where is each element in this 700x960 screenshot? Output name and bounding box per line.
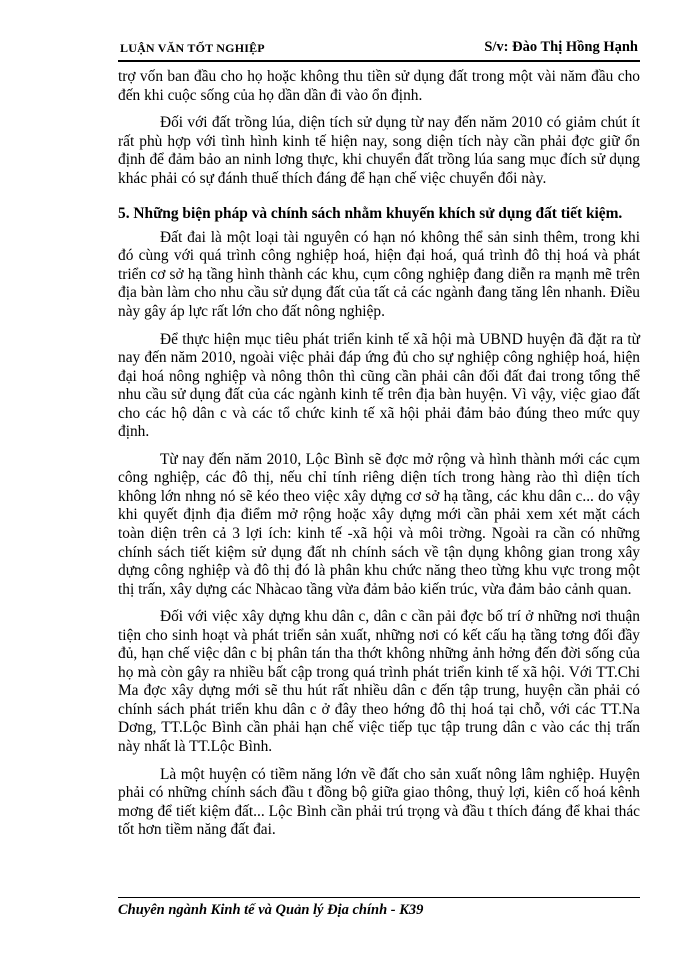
paragraph-3: Đất đai là một loại tài nguyên có hạn nó không thể sản sinh thêm, trong khi đó cùng với quá trình công nghiệp hoá, hiện đại hoá, quá trình đô thị hoá và phát triển cơ sở hạ tầng hình thành các khu, cụm công nghiệp đang diễn ra mạnh mẽ trên địa bàn làm cho nhu cầu sử dụng đất của tất cả các ngành đang tăng lên nhanh. Điều này gây áp lực rất lớn cho đất nông nghiệp. — [118, 228, 640, 320]
paragraph-1: trợ vốn ban đầu cho họ hoặc không thu tiền sử dụng đất trong một vài năm đầu cho đến khi cuộc sống của họ dần dần đi vào ổn định. — [118, 68, 640, 104]
paragraph-7: Là một huyện có tiềm năng lớn về đất cho sản xuất nông lâm nghiệp. Huyện phải có những chính sách đầu t đồng bộ giữa giao thông, thuỷ lợi, kiên cố hoá kênh mơng để tiết kiệm đất... Lộc Bình cần phải trú trọng và đầu t thích đáng để khai thác tốt hơn tiềm năng đất đai. — [118, 765, 640, 839]
paragraph-6: Đối với việc xây dựng khu dân c, dân c cần pải đợc bố trí ở những nơi thuận tiện cho sinh hoạt và phát triển sản xuất, những nơi có kết cấu hạ tầng tơng đối đầy đủ, hạn chế việc dân c bị phân tán tha thớt không những ảnh hởng đến đời sống của họ mà còn gây ra nhiều bất cập trong quá trình phát triển kinh tế xã hội. Với TT.Chi Ma đợc xây dựng mới sẽ thu hút rất nhiều dân c đến tập trung, huyện cần phải có chính sách phát triển khu dân c ở đây theo hớng đô thị hoá tại chỗ, với các TT.Na Dơng, TT.Lộc Bình cần phải hạn chế việc tiếp tục tập trung dân c vào các thị trấn này nhất là TT.Lộc Bình. — [118, 608, 640, 755]
paragraph-4: Để thực hiện mục tiêu phát triển kinh tế xã hội mà UBND huyện đã đặt ra từ nay đến năm 2010, ngoài việc phải đáp ứng đủ cho sự nghiệp công nghiệp hoá, hiện đại hoá nông nghiệp và nông thôn thì cũng cần phải cân đối đất đai trong tổng thể nhu cầu sử dụng đất của các ngành kinh tế trên địa bàn huyện. Vì vậy, việc giao đất cho các hộ dân c và các tổ chức kinh tế xã hội phải đảm bảo đúng theo mức quy định. — [118, 330, 640, 441]
header-author: S/v: Đào Thị Hồng Hạnh — [484, 39, 638, 55]
paragraph-5: Từ nay đến năm 2010, Lộc Bình sẽ đợc mở rộng và hình thành mới các cụm công nghiệp, các đô thị, nếu chỉ tính riêng diện tích trong hàng rào thì diện tích không lớn nhng nó sẽ kéo theo việc xây dựng cơ sở hạ tầng, các khu dân c... do vậy khi quyết định địa điểm mở rộng hoặc xây dựng mới cần phải xem xét mặt cách toàn diện trên cả 3 lợi ích: kinh tế -xã hội và môi trờng. Ngoài ra cần có những chính sách tiết kiệm sử dụng đất nh chính sách về tận dụng không gian trong xây dựng công nghiệp và đô thị đó là phân khu chức năng theo từng khu vực trong một thị trấn, xây dựng các Nhàcao tầng vừa đảm bảo kiến trúc, vừa đảm bảo cảnh quan. — [118, 450, 640, 598]
header-rule — [118, 60, 640, 62]
section-heading: 5. Những biện pháp và chính sách nhằm khuyến khích sử dụng đất tiết kiệm. — [118, 205, 623, 223]
header-title: LUẬN VĂN TỐT NGHIỆP — [120, 41, 265, 55]
paragraph-2: Đối với đất trồng lúa, diện tích sử dụng từ nay đến năm 2010 có giảm chút ít rất phù hợp với tình hình kinh tế hiện nay, song diện tích này cần phải đợc giữ ổn định để đảm bảo an ninh lơng thực, khi chuyển đất trồng lúa sang mục đích sử dụng khác phải có sự đánh thuế thích đáng để hạn chế việc chuyển đổi này. — [118, 114, 640, 187]
footer-rule — [118, 897, 640, 898]
document-body — [118, 68, 640, 849]
footer-text: Chuyên ngành Kinh tế và Quản lý Địa chính - K39 — [118, 902, 424, 918]
